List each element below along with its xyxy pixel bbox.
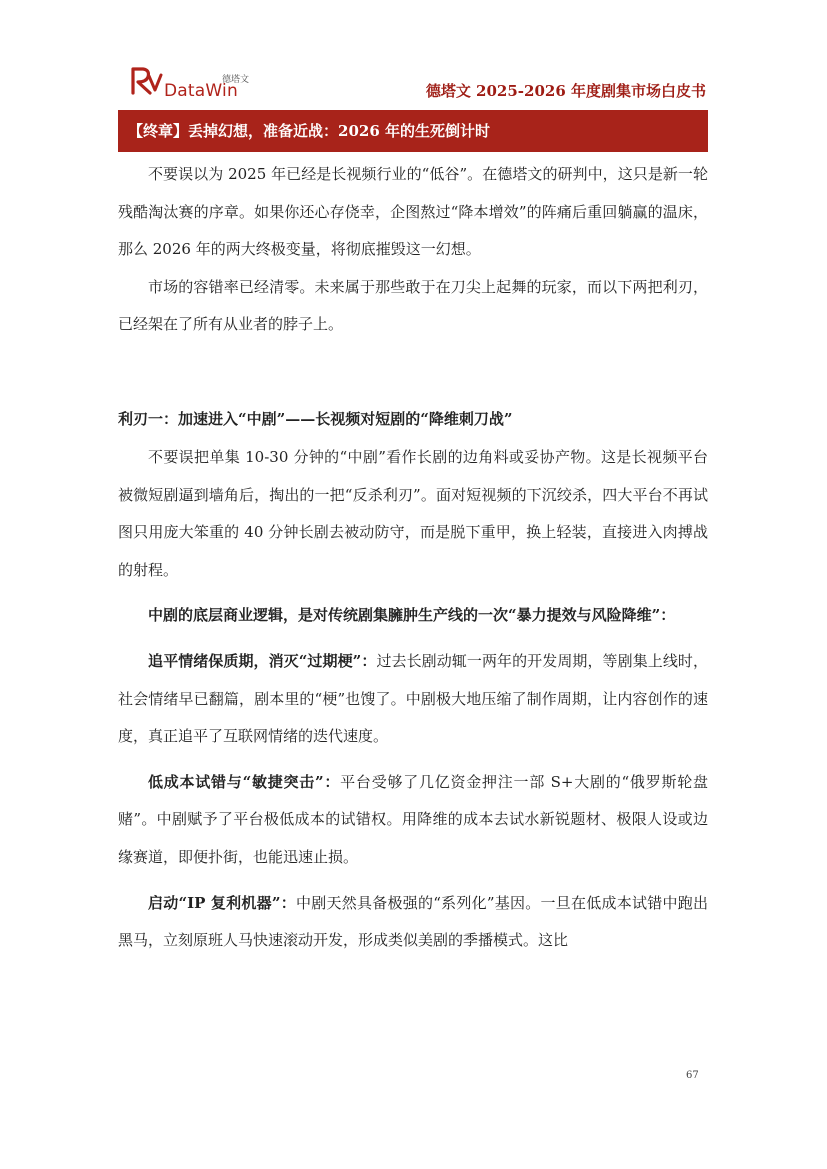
page-body xyxy=(118,156,708,960)
logo-cn-text: 德塔文 xyxy=(222,75,250,85)
point-paragraph-2 xyxy=(118,764,708,877)
datawin-logo-mark-icon xyxy=(130,66,164,96)
point-text-1: 过去长剧动辄一两年的开发周期，等剧集上线时，社会情绪早已翻篇，剧本里的“梗”也馊了。中剧极大地压缩了制作周期，让内容创作的速度，真正追平了互联网情绪的迭代速度。 xyxy=(118,651,708,746)
intro-paragraph-2: 市场的容错率已经清零。未来属于那些敢于在刀尖上起舞的玩家，而以下两把利刃，已经架在了所有从业者的脖子上。 xyxy=(118,277,708,334)
section-heading: 利刃一：加速进入“中剧”——长视频对短剧的“降维刺刀战” xyxy=(118,409,513,428)
logic-lead-paragraph: 中剧的底层商业逻辑，是对传统剧集臃肿生产线的一次“暴力提效与风险降维”： xyxy=(148,606,676,625)
section-paragraph-1: 不要误把单集 10-30 分钟的“中剧”看作长剧的边角料或妥协产物。这是长视频平台被微短剧逼到墙角后，掏出的一把“反杀利刃”。面对短视频的下沉绞杀，四大平台不再试图只用庞大笨重的 40 分钟长剧去被动防守，而是脱下重甲，换上轻装，直接进入肉搏战的射程。 xyxy=(118,447,708,579)
point-title-1: 追平情绪保质期，消灭“过期梗”： xyxy=(148,651,377,670)
point-title-3: 启动“IP 复利机器”： xyxy=(148,893,296,912)
intro-paragraph-1: 不要误以为 2025 年已经是长视频行业的“低谷”。在德塔文的研判中，这只是新一轮残酷淘汰赛的序章。如果你还心存侥幸，企图熬过“降本增效”的阵痛后重回躺赢的温床，那么 2026 年的两大终极变量，将彻底摧毁这一幻想。 xyxy=(118,165,708,259)
point-text-2: 平台受够了几亿资金押注一部 S+大剧的“俄罗斯轮盘赌”。中剧赋予了平台极低成本的试错权。用降维的成本去试水新锐题材、极限人设或边缘赛道，即便扑街，也能迅速止损。 xyxy=(118,772,708,866)
datawin-logo xyxy=(130,64,260,100)
page-header xyxy=(118,60,708,104)
point-text-3: 中剧天然具备极强的“系列化”基因。一旦在低成本试错中跑出黑马，立刻原班人马快速滚动开发，形成类似美剧的季播模式。这比 xyxy=(118,893,708,950)
point-paragraph-1 xyxy=(118,643,708,756)
chapter-banner: 【终章】丢掉幻想，准备近战：2026 年的生死倒计时 xyxy=(118,110,708,152)
logo-en-text: DataWin xyxy=(164,81,238,101)
document-title: 德塔文 2025-2026 年度剧集市场白皮书 xyxy=(425,82,706,100)
point-title-2: 低成本试错与“敏捷突击”： xyxy=(148,772,341,791)
point-paragraph-3 xyxy=(118,885,708,960)
page-number: 67 xyxy=(686,1070,699,1081)
